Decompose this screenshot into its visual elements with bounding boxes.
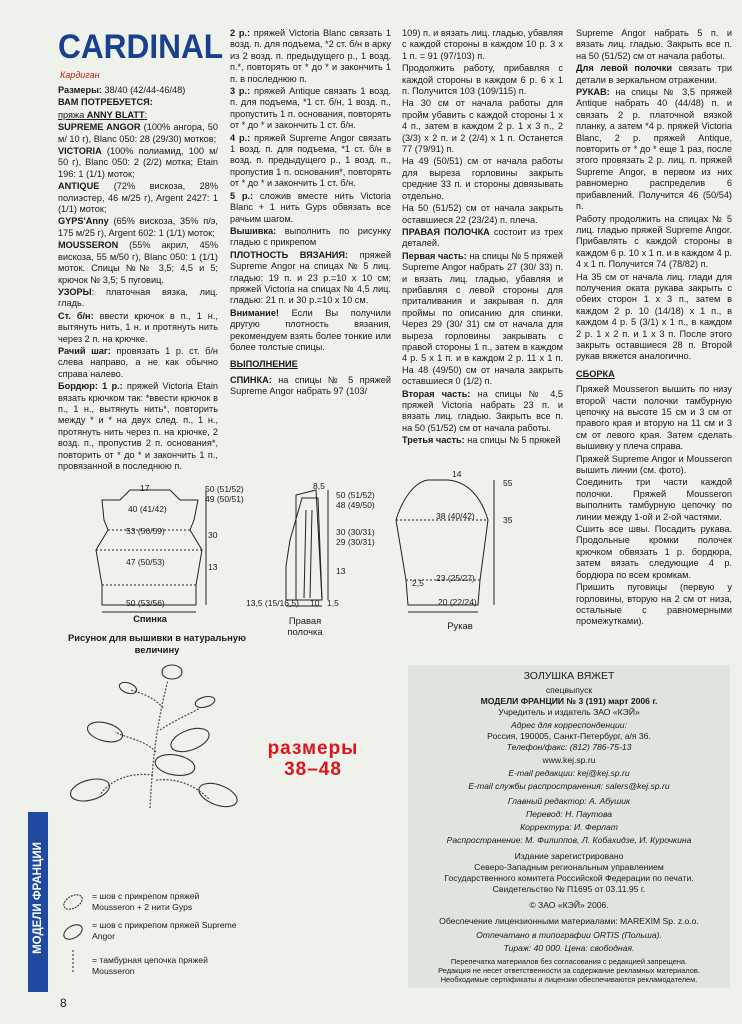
imprint-line: Распространение: М. Филиппов, Л. Кобахидзе, И. Курочкина [446,835,692,845]
imprint-line: Перепечатка материалов без согласования с редакцией запрещена. [450,957,688,966]
paragraph: Размеры: 38/40 (42/44-46/48) [58,85,186,95]
imprint-line: E-mail службы распространения: salers@kej.sp.ru [468,781,670,791]
paragraph: Вышивка: выполнить по рисунку гладью с прикрепом [230,225,391,248]
front-label-r30: 30 (30/31) [336,527,375,537]
paragraph: 4 р.: пряжей Supreme Angor связать 1 возд. п. для подъема, *1 ст. б/н в возд. п. предыдущего р., 1 возд. п., пропустив 1 п. основания*, повторять от * до * и закончить 1 ст. б/н. [230,132,391,189]
sleeve-caption: Рукав [447,620,473,631]
sleeve-label-55: 55 [503,478,513,488]
imprint-line: Учредитель и издатель ЗАО «КЭЙ» [498,707,640,717]
paragraph-back: СПИНКА: на спицы № 5 пряжей Supreme Angor набрать 97 (103/ [230,374,391,397]
imprint-line: Необходимые сертификаты и лицензии обеспечиваются рекламодателем. [440,975,698,984]
front-label-r13: 13 [336,566,346,576]
back-label-53: 53 (56/59) [126,526,165,536]
text-column-1 [58,85,218,473]
paragraph: Продолжить работу, прибавляя с каждой стороны в каждом 6 р. 6 х 1 п. Получится 103 (109/115) п. [402,63,563,97]
imprint-line: Отпечатано в типографии ORTIS (Польша). [476,930,662,940]
imprint-line: Телефон/факс: (812) 786-75-13 [506,742,632,752]
imprint-issue: МОДЕЛИ ФРАНЦИИ № 3 (191) март 2006 г. [480,696,658,706]
paragraph: На 50 (51/52) см от начала закрыть оставшиеся 22 (23/24) п. плеча. [402,203,563,225]
paragraph: 5 р.: сложив вместе нить Victoria Blanc + 1 нить Gyps обвязать все рачьим шагом. [230,190,391,224]
paragraph: УЗОРЫ: платочная вязка, лиц. гладь. [58,286,218,309]
paragraph: На 49 (50/51) см от начала работы для выреза горловины закрыть средние 33 п. и стороны довязывать отдельно. [402,156,563,201]
back-label-17: 17 [140,483,150,493]
paragraph: РУКАВ: на спицы № 3,5 пряжей Antique набрать 40 (44/48) п. и связать 2 р. платочной вязкой планку, а затем *4 р. пряжей Victoria Blanc, 2 р. пряжей Antique, повторить от * до * еще 1 раз, после этого провязать 2 р. лиц. п. пряжей Supreme Angor, в первом из них равномерно распределив 6 прибавлений. Получится 46 (50/54) п. [576,87,732,212]
back-label-13: 13 [208,562,218,572]
back-label-30: 30 [208,530,218,540]
imprint-line: Издание зарегистрировано [514,851,624,861]
paragraph: ПЛОТНОСТЬ ВЯЗАНИЯ: пряжей Supreme Angor на спицах № 5 лиц. гладью: 19 п. и 23 р.=10 х 10 см; пряжей Victoria на спицах № 4,5 лиц. гладью: 21 п. и 30 р.=10 х 10 см. [230,249,391,306]
text-column-3 [402,28,563,448]
paragraph: Рачий шаг: провязать 1 р. ст. б/н слева направо, а не как обычно справа налево. [58,345,218,379]
imprint-line: Перевод: Н. Паутова [525,809,613,819]
legend-item-2: = шов с прикрепом пряжей Supreme Angor [92,920,237,941]
imprint-website: www.kej.sp.ru [542,755,596,765]
sizes-banner: размеры 38–48 [267,738,359,780]
sleeve-label-14: 14 [452,469,462,479]
paragraph: На 35 см от начала лиц. глади для получения оката рукава закрыть с обеих сторон 1 х 3 п., затем в каждом 2 р. 10 (14/18) х 1 п., в каждом 4 р. 5 (3/1) х 1 п., в каждом 2 р. 1 х 2 п. и 1 х 3 п. После этого закрыть оставшиеся 28 п. Второй рукав вяжется аналогично. [576,271,732,362]
paragraph: ВАМ ПОТРЕБУЕТСЯ: [58,97,153,108]
imprint-title: ЗОЛУШКА ВЯЖЕТ [523,670,615,682]
embroidery-pattern [60,660,240,810]
sleeve-outline [396,480,488,605]
paragraph: Supreme Angor набрать 5 п. и вязать лиц. гладью. Закрыть все п. на 50 (51/52) см от начала работы. [576,28,732,61]
legend-item-1: = шов с прикрепом пряжей Mousseron + 2 нити Gyps [92,891,200,912]
imprint-line: Адрес для корреспонденции: [511,720,627,730]
section-heading-execution: ВЫПОЛНЕНИЕ [230,359,298,370]
paragraph: Пряжей Supreme Angor и Mousseron вышить линии (см. фото). [576,453,732,476]
paragraph: Сшить все швы. Посадить рукава. Продольные кромки полочек крючком обвязать 1 р. бордюра, затем вязать следующие 4 р. бордюра по всем кромкам. [576,524,732,580]
imprint-line: Главный редактор: А. Абушик [507,796,631,806]
article-title: CARDINAL [58,28,224,66]
paragraph: VICTORIA (100% полиамид, 100 м/ 50 г), Blanc 050: 2 (2/2) мотка; Etain 196: 1 (1/1) моток; [58,146,218,179]
sleeve-label-38: 38 (40/42) [436,511,475,521]
imprint-line: Тираж: 40 000. Цена: свободная. [503,943,635,953]
section-heading-assembly: СБОРКА [576,368,615,379]
back-label-r2: 49 (50/51) [205,494,244,504]
front-label-b3: 1,5 [327,598,339,608]
paragraph: MOUSSERON (55% акрил, 45% вискоза, 55 м/50 г), Blanc 050: 1 (1/1) моток. Спицы №№ 3,5; 4,5 и 5; крючок № 3,5; 5 пуговиц. [58,240,218,285]
imprint-box [408,665,730,988]
front-label-r29: 29 (30/31) [336,537,375,547]
front-label-r2: 48 (49/50) [336,500,375,510]
paragraph: Пряжей Mousseron вышить по низу второй части полочки тамбурную цепочку на высоте 15 см и 3 см от правого края и вторую на 11 см и 3 см от левого края. Затем сделать вышивку у плеча справа. [576,384,732,452]
sleeve-label-35: 35 [503,515,513,525]
back-caption: Спинка [133,613,167,624]
sleeve-label-20: 20 (22/24) [438,597,477,607]
paragraph: ПРАВАЯ ПОЛОЧКА состоит из трех деталей. [402,226,563,249]
imprint-line: Редакция не несет ответственности за содержание рекламных материалов. [438,966,700,975]
embroidery-caption: Рисунок для вышивки в натуральную величину [68,632,246,655]
sleeve-label-23: 23 (25/27) [436,573,475,583]
imprint-line: © ЗАО «КЭЙ» 2006. [529,900,609,910]
back-label-r1: 50 (51/52) [205,484,244,494]
back-label-40: 40 (41/42) [128,504,167,514]
paragraph: Работу продолжить на спицах № 5 лиц. гладью пряжей Supreme Angor. Прибавлять с каждой стороны в каждом 6 р. 10 х 1 п. и в каждом 4 р. 4 х 1 п. Получится 74 (78/82) п. [576,213,732,270]
paragraph: GYPS'Anny (65% вискоза, 35% п/э, 175 м/25 г), Argent 602: 1 (1/1) моток; [58,216,218,238]
legend-item-3: = тамбурная цепочка пряжей Mousseron [92,955,208,976]
legend-symbols [60,890,90,980]
paragraph: ANTIQUE (72% вискоза, 28% полиэстер, 46 м/25 г), Argent 2427: 1 (1/1) моток; [58,181,218,215]
text-column-4 [576,28,732,629]
paragraph: 2 р.: пряжей Victoria Blanc связать 1 возд. п. для подъема, *2 ст. б/н в арку из 2 возд. п. предыдущего р., 1 возд. п.*, повторять от * до * и закончить 1 п. в последнюю п. [230,28,391,84]
paragraph: Бордюр: 1 р.: пряжей Victoria Etain вязать крючком так: *ввести крючок в п., 1 н., вытянуть нить*, повторить между * и * на двух след. п., 1 н., протянуть нить через п. на крючке, 2 возд. п., пропустив 2 п. основания*, повторить от * до * и закончить 1 п., провязанной в последнюю п. [58,381,218,471]
text-column-2 [230,28,391,399]
paragraph: 109) п. и вязать лиц. гладью, убавляя с каждой стороны в каждом 10 р. 3 х 1 п. = 91 (97/103) п. [402,28,563,61]
paragraph: Вторая часть: на спицы № 4,5 пряжей Victoria набрать 23 п. и вязать лиц. гладью. Закрыть все п. на 50 (51/52) см от начала работы. [402,388,563,433]
imprint-line: E-mail редакции: kej@kej.sp.ru [508,768,630,778]
front-label-r1: 50 (51/52) [336,490,375,500]
back-label-width: 50 (53/56) [126,598,165,608]
paragraph: Третья часть: на спицы № 5 пряжей [402,435,561,446]
imprint-line: Государственного комитета Российской Федерации по печати. [444,873,694,883]
sleeve-label-25: 2,5 [412,578,424,588]
paragraph: Соединить три части каждой полочки. Пряжей Mousseron выполнить тамбурную цепочку по линии между 1-ой и 2-ой частями. [576,477,732,522]
back-label-47: 47 (50/53) [126,557,165,567]
imprint-line: Свидетельство № П1695 от 03.11.95 г. [492,884,646,894]
imprint-line: Россия, 190005, Санкт-Петербург, а/я 36. [487,731,651,741]
paragraph: SUPREME ANGOR (100% ангора, 50 м/ 10 г), Blanc 050: 28 (29/30) мотков; [58,122,218,144]
imprint-line: Корректура: И. Ферлат [520,822,618,832]
article-subtitle: Кардиган [60,70,100,80]
sidebar-banner: МОДЕЛИ ФРАНЦИИ [28,812,48,992]
imprint-line: Северо-Западным региональным управлением [474,862,664,872]
paragraph: Первая часть: на спицы № 5 пряжей Supreme Angor набрать 27 (30/ 33) п. и вязать лиц. гладью, убавляя и прибавляя с левой стороны для приталивания и закрывая п. для проймы по описанию для спинки. Через 29 (30/ 31) см от начала для выреза горловины закрывать с правой стороны 1 п., затем в каждом 4 р. 5 х 1 п. и в каждом 2 р. 11 х 1 п. На 48 (49/50) см от начала закрыть оставшиеся 0 (1/2) п. [402,250,563,387]
front-label-85: 8,5 [313,481,325,491]
front-label-b1: 13,5 (15/16,5) [246,598,299,608]
paragraph: Пришить пуговицы (первую у горловины, вторую на 2 см от низа, остальные с равномерными промежутками). [576,582,732,627]
page-number: 8 [60,996,67,1010]
paragraph: На 30 см от начала работы для пройм убавить с каждой стороны 1 х 4 п., затем в каждом 2 р. 1 х 3 п., 2 (3/3) х 2 п. и 2 (2/4) х 1 п. Останется 77 (79/91) п. [402,98,563,155]
paragraph: Ст. б/н: ввести крючок в п., 1 н., вытянуть нить, 1 н. и протянуть нить через 2 п. на крючке. [58,310,218,344]
paragraph: Внимание! Если Вы получили другую плотность вязания, рекомендуем взять более тонкие или более толстые спицы. [230,307,391,352]
paragraph: Для левой полочки связать три детали в зеркальном отражении. [576,63,732,85]
front-caption: Правая полочка [287,615,323,637]
imprint-line: Обеспечение лицензионными материалами: MAREXIM Sp. z.o.o. [439,916,699,926]
paragraph: 3 р.: пряжей Antique связать 1 возд. п. для подъема, *1 ст. б/н, 1 возд. п., пропустить 1 п. основания, повторять от * до * и закончить 1 ст. б/н. [230,86,392,131]
paragraph: пряжа ANNY BLATT: [58,109,148,120]
front-label-b2: 10 [310,598,320,608]
imprint-line: спецвыпуск [545,685,593,695]
